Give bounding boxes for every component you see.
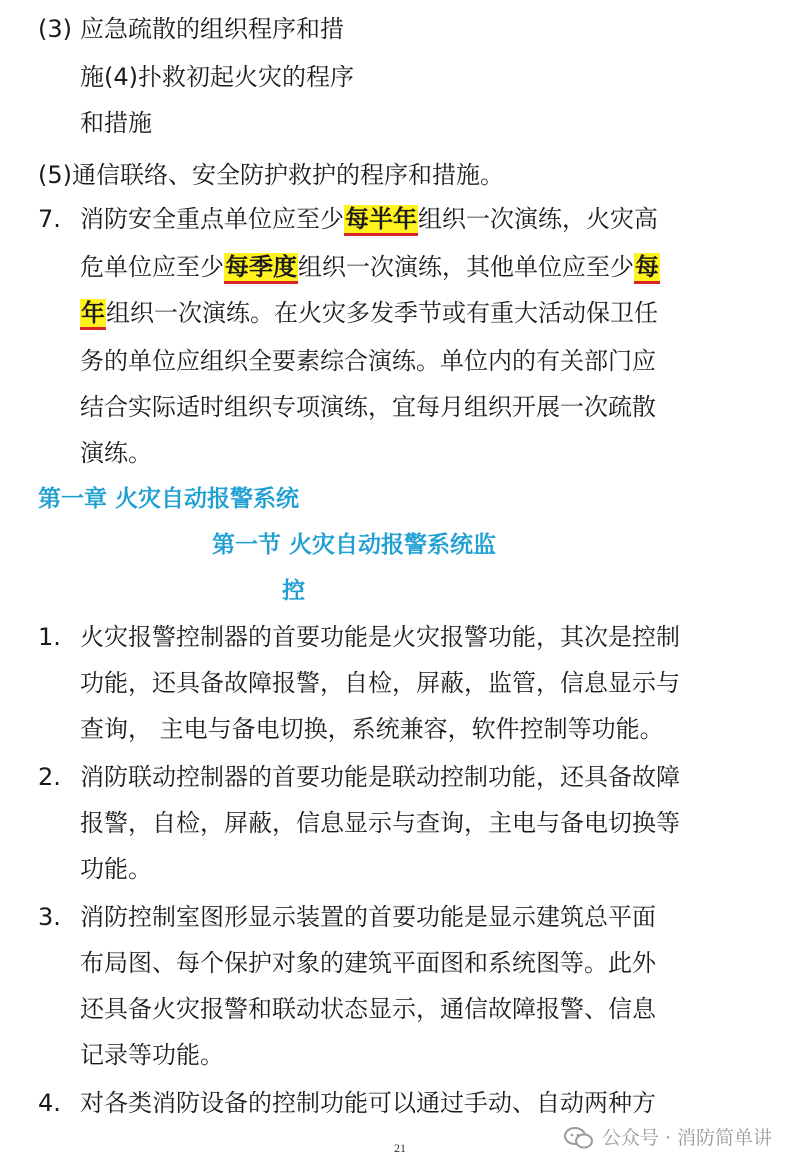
- text-segment: 组织一次演练，火灾高: [418, 205, 658, 233]
- text-line: 和措施: [80, 109, 152, 137]
- text-line: 对各类消防设备的控制功能可以通过手动、自动两种方: [80, 1089, 656, 1117]
- watermark-text: 公众号 · 消防简单讲: [601, 1127, 772, 1149]
- highlight-text: 年: [80, 299, 106, 330]
- watermark: [564, 1125, 772, 1151]
- text-line: 消防联动控制器的首要功能是联动控制功能，还具备故障: [80, 763, 680, 791]
- text-segment: 组织一次演练，其他单位应至少: [298, 253, 634, 281]
- text-line: 报警，自检，屏蔽，信息显示与查询，主电与备电切换等: [80, 809, 680, 837]
- text-line: 布局图、每个保护对象的建筑平面图和系统图等。此外: [80, 949, 656, 977]
- section-title: 第一节 火灾自动报警系统监: [212, 532, 497, 558]
- text-line: 务的单位应组织全要素综合演练。单位内的有关部门应: [80, 347, 656, 375]
- page-number: 21: [394, 1141, 406, 1155]
- text-line: 施(4)扑救初起火灾的程序: [80, 63, 354, 91]
- text-segment: 组织一次演练。在火灾多发季节或有重大活动保卫任: [106, 299, 658, 327]
- text-line: [80, 204, 658, 234]
- text-line: 消防控制室图形显示装置的首要功能是显示建筑总平面: [80, 903, 656, 931]
- item-number: 3.: [38, 903, 61, 931]
- text-line: 功能。: [80, 855, 152, 883]
- highlight-text: 每季度: [224, 253, 298, 284]
- text-line: 查询， 主电与备电切换，系统兼容，软件控制等功能。: [80, 715, 664, 743]
- text-line: [80, 298, 658, 328]
- item-number: (3): [38, 15, 72, 43]
- item-number: 2.: [38, 763, 61, 791]
- item-number: 1.: [38, 623, 61, 651]
- text-line: 记录等功能。: [80, 1041, 224, 1069]
- section-title-continued: 控: [282, 578, 305, 604]
- item-number: 4.: [38, 1089, 61, 1117]
- text-line: [80, 252, 660, 282]
- text-line: 还具备火灾报警和联动状态显示，通信故障报警、信息: [80, 995, 656, 1023]
- highlight-text: 每半年: [344, 205, 418, 236]
- text-line: (5)通信联络、安全防护救护的程序和措施。: [38, 161, 504, 189]
- item-number: 7.: [38, 205, 61, 233]
- text-line: 应急疏散的组织程序和措: [80, 15, 344, 43]
- text-line: 火灾报警控制器的首要功能是火灾报警功能，其次是控制: [80, 623, 680, 651]
- highlight-text: 每: [634, 253, 660, 284]
- text-line: 结合实际适时组织专项演练，宜每月组织开展一次疏散: [80, 393, 656, 421]
- text-segment: 消防安全重点单位应至少: [80, 205, 344, 233]
- wechat-icon: [564, 1126, 594, 1150]
- text-line: 演练。: [80, 439, 152, 467]
- text-segment: 危单位应至少: [80, 253, 224, 281]
- chapter-title: 第一章 火灾自动报警系统: [38, 486, 300, 512]
- text-line: 功能，还具备故障报警，自检，屏蔽，监管，信息显示与: [80, 669, 680, 697]
